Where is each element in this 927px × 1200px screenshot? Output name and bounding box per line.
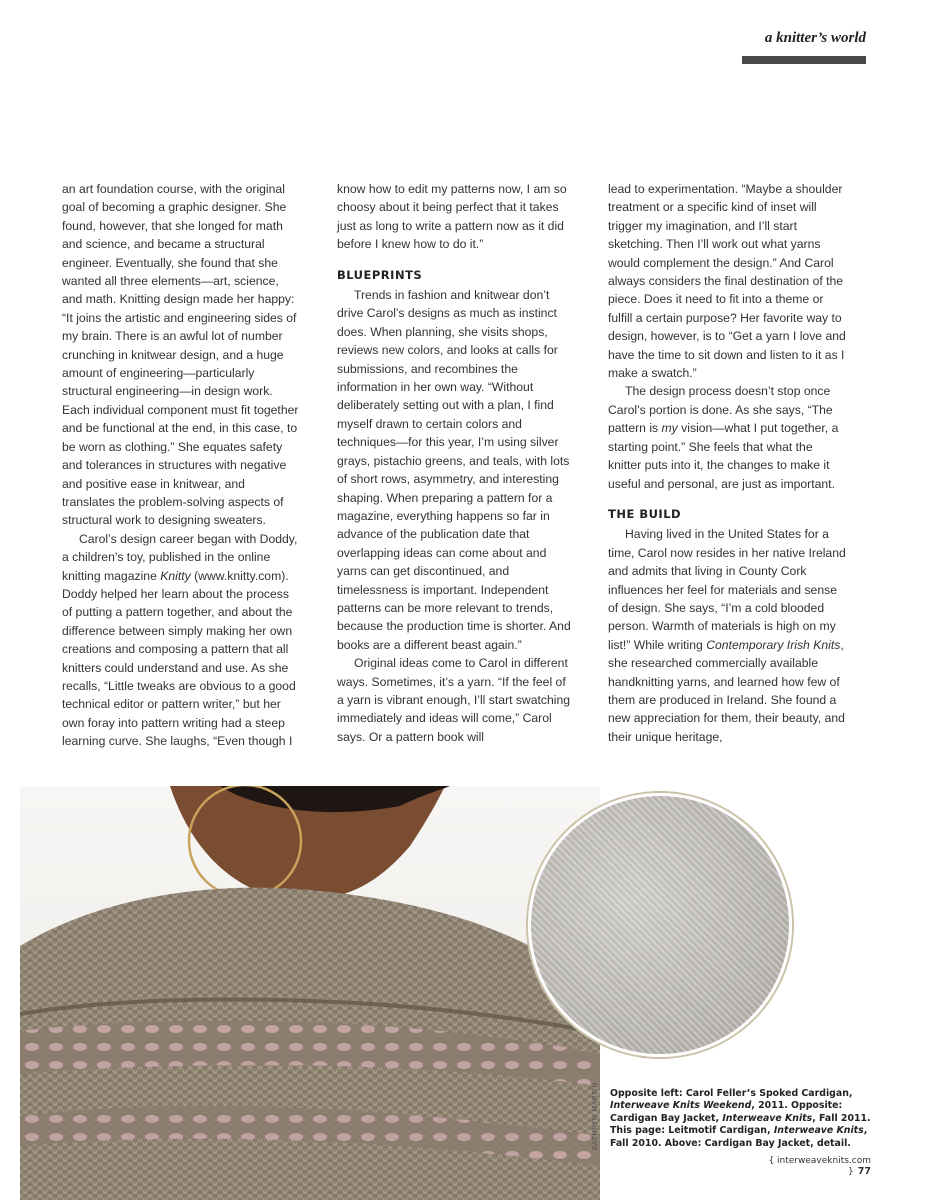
footer-url: { interweaveknits.com } (768, 1156, 871, 1177)
photo-credit: KATHRYN MARTIN (591, 1082, 599, 1151)
section-bar (742, 56, 866, 64)
section-tag: a knitter’s world (764, 30, 866, 46)
section-heading-blueprints: BLUEPRINTS (337, 267, 423, 282)
paragraph: know how to edit my patterns now, I am so choosy about it being perfect that it takes just as long to write a pattern now as it did before I knew how to do it.” (337, 182, 567, 252)
paragraph: an art foundation course, with the original goal of becoming a graphic designer. She found, however, that she longed for math and science, and became a structural engineer. Eventually, she found that she wanted all three elements—art, science, and math. Knitting design made her happy: “It joins the artistic and engineering sides of my brain. There is an awful lot of number crunching in knitwear design, and a huge amount of engineering—particularly structural engineering—in design work. Each individual component must fit together and be functional at the end, in this case, to be worn as clothing.” She equates safety and tolerances in structures with negative and positive ease in knitwear, and translates the problem-solving aspects of structural work to designing sweaters. (62, 182, 299, 528)
text-column-1 (62, 180, 300, 751)
cardigan-photo (20, 786, 600, 1200)
paragraph: Original ideas come to Carol in different ways. Sometimes, it’s a yarn. “If the feel of a yarn is vibrant enough, I’ll start swatching immediately and ideas will come,” Carol says. Or a pattern book will (337, 656, 571, 744)
page-number: 77 (857, 1166, 871, 1177)
cardigan-illustration (20, 786, 600, 1200)
swatch-detail-photo (528, 793, 792, 1057)
section-heading-the-build: THE BUILD (608, 506, 682, 521)
photo-caption: Opposite left: Carol Feller’s Spoked Cardigan, Interweave Knits Weekend, 2011. Opposite: Cardigan Bay Jacket, Interweave Knits, Fall 2011. This page: Leitmotif Cardigan, Interweave Knits, Fall 2010. Above: Cardigan Bay Jacket, detail. (610, 1088, 871, 1149)
paragraph: Having lived in the United States for a time, Carol now resides in her native Ireland and admits that living in County Cork influences her feel for materials and sense of design. She says, “I’m a cold blooded person. Warmth of materials is high on my list!” While writing Contemporary Irish Knits, she researched commercially available handknitting yarns, and learned how few of them are produced in Ireland. She found a new appreciation for them, their beauty, and their unique heritage, (608, 527, 846, 744)
paragraph: The design process doesn’t stop once Carol’s portion is done. As she says, “The pattern is my vision—what I put together, a starting point.” She feels that what the knitter puts into it, the changes to make it useful and personal, are just as important. (608, 384, 839, 491)
paragraph: Carol’s design career began with Doddy, a children’s toy, published in the online knitting magazine Knitty (www.knitty.com). Doddy helped her learn about the process of putting a pattern together, and about the difference between simply making her own creations and composing a pattern that all knitters could understand and use. As she recalls, “Little tweaks are obvious to a good technical editor or pattern writer,” but her own foray into pattern writing had a steep learning curve. She laughs, “Even though I (62, 531, 298, 749)
paragraph: Trends in fashion and knitwear don’t drive Carol’s designs as much as instinct does. When planning, she visits shops, reviews new colors, and looks at calls for submissions, and recombines the information in her own way. “Without deliberately setting out with a plan, I find myself drawn to certain colors and techniques—for this year, I’m using silver grays, pistachio greens, and teals, with lots of short rows, asymmetry, and interesting shaping. When preparing a pattern for a magazine, everything happens so far in advance of the publication date that overlapping ideas can come about and yarns can get discontinued, and timelessness is important. Independent patterns can be more relevant to trends, because the production time is shorter. And books are a different beast again.” (337, 288, 571, 652)
page-footer (745, 1156, 871, 1177)
paragraph: lead to experimentation. “Maybe a shoulder treatment or a specific kind of inset will trigger my imagination, and I’ll start sketching. Then I’ll work out what yarns would complement the design.” And Carol always considers the final destination of the piece. Does it need to fit into a theme or fulfill a certain purpose? Her favorite way to design, however, is to “Get a yarn I love and have the time to sit down and listen to it as I make a swatch.” (608, 182, 846, 381)
text-column-2 (337, 180, 575, 746)
text-column-3 (608, 180, 846, 746)
